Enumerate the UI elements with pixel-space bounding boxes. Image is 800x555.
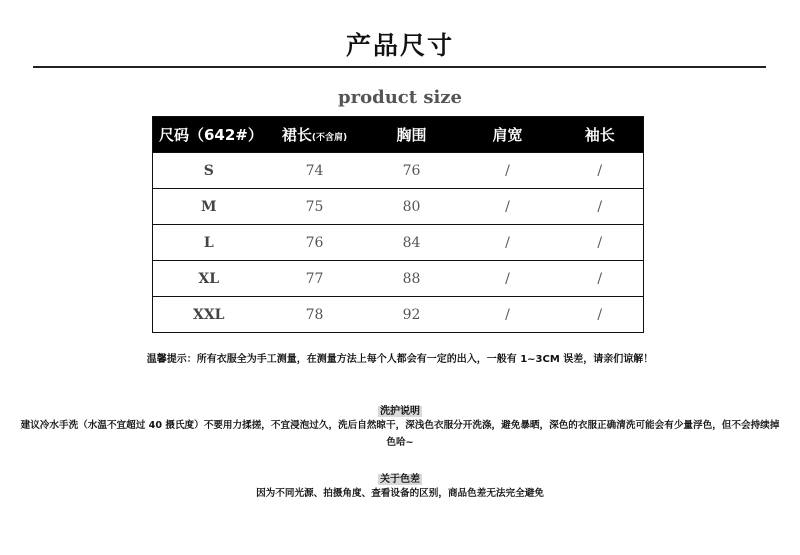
page-title: 产品尺寸 (345, 31, 454, 60)
cell-sleeve: / (557, 297, 644, 333)
cell-length: 78 (265, 297, 365, 333)
header-length-label: 裙长 (281, 126, 312, 144)
color-heading-label: 关于色差 (380, 474, 420, 485)
cell-length: 77 (265, 261, 365, 297)
table-row (153, 297, 644, 333)
cell-bust: 84 (365, 225, 459, 261)
cell-bust: 76 (365, 153, 459, 189)
cell-shoulder: / (459, 225, 557, 261)
cell-shoulder: / (459, 297, 557, 333)
wash-heading (0, 402, 800, 417)
cell-sleeve: / (557, 189, 644, 225)
cell-length: 76 (265, 225, 365, 261)
cell-sleeve: / (557, 153, 644, 189)
cell-bust: 80 (365, 189, 459, 225)
cell-size: M (153, 189, 265, 225)
cell-sleeve: / (557, 225, 644, 261)
header-length (265, 117, 365, 153)
header-bust: 胸围 (365, 117, 459, 153)
table-row (153, 225, 644, 261)
cell-sleeve: / (557, 261, 644, 297)
table-header-row (153, 117, 644, 153)
header-length-note: (不含肩) (311, 133, 348, 143)
subtitle: product size (338, 87, 462, 108)
cell-shoulder: / (459, 261, 557, 297)
cell-size: XXL (153, 297, 265, 333)
header-sleeve: 袖长 (557, 117, 644, 153)
cell-size: S (153, 153, 265, 189)
wash-heading-label: 洗护说明 (380, 406, 420, 417)
measurement-note: 温馨提示：所有衣服全为手工测量，在测量方法上每个人都会有一定的出入，一般有 1~3CM 误差，请亲们谅解！ (146, 354, 654, 365)
header-size: 尺码（642#） (153, 117, 265, 153)
table-row (153, 153, 644, 189)
cell-size: XL (153, 261, 265, 297)
cell-shoulder: / (459, 153, 557, 189)
color-difference-note: 因为不同光源、拍摄角度、查看设备的区别，商品色差无法完全避免 (256, 488, 544, 499)
table-row (153, 261, 644, 297)
cell-bust: 88 (365, 261, 459, 297)
cell-length: 75 (265, 189, 365, 225)
size-table (152, 116, 644, 333)
cell-shoulder: / (459, 189, 557, 225)
title-divider (33, 66, 766, 68)
header-shoulder: 肩宽 (459, 117, 557, 153)
table-row (153, 189, 644, 225)
color-heading (0, 470, 800, 485)
cell-bust: 92 (365, 297, 459, 333)
cell-length: 74 (265, 153, 365, 189)
wash-instructions: 建议冷水手洗（水温不宜超过 40 摄氏度）不要用力揉搓，不宜浸泡过久，洗后自然晾干，深浅色衣服分开洗涤，避免暴晒，深色的衣服正确清洗可能会有少量浮色，但不会持续掉色哈~ (20, 420, 780, 448)
cell-size: L (153, 225, 265, 261)
